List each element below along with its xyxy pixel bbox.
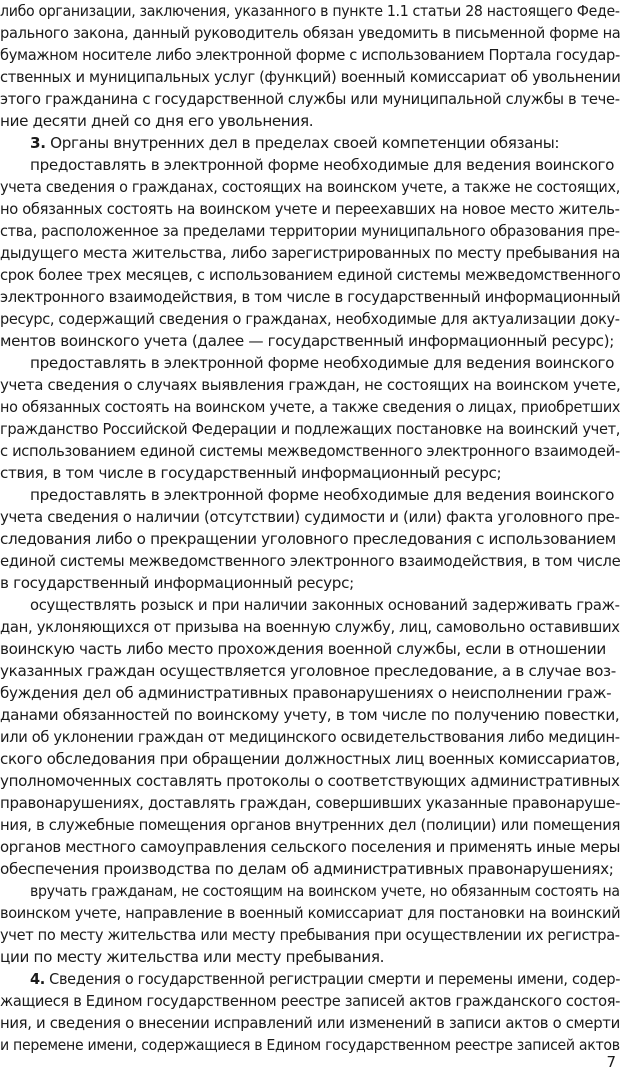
text-line xyxy=(0,374,620,396)
line-text: ствия, в том числе в государственный информационный ресурс; xyxy=(0,464,502,482)
page-number: 7 xyxy=(606,1053,616,1071)
text-line xyxy=(0,308,620,330)
line-text: ния, и сведения о внесении исправлений или изменений в записи актов о смерти xyxy=(0,1014,620,1032)
text-line xyxy=(0,748,618,770)
line-text: учета сведения о наличии (отсутствии) судимости и (или) факта уголовного пре- xyxy=(0,508,620,526)
line-text: учет по месту жительства или месту пребывания при осуществлении их регистра- xyxy=(0,926,620,944)
text-line xyxy=(0,946,620,968)
text-line xyxy=(0,198,620,220)
section-number: 3. xyxy=(30,134,46,152)
text-line xyxy=(30,968,620,990)
line-text: ственных и муниципальных услуг (функций) военный комиссариат об увольнении xyxy=(0,68,620,86)
text-line xyxy=(0,814,620,836)
text-line xyxy=(0,110,620,132)
line-text: в государственный информационный ресурс; xyxy=(0,574,354,592)
text-line xyxy=(0,990,620,1012)
line-text: бумажном носителе либо электронной форме с использованием Портала государ- xyxy=(0,46,620,64)
text-line xyxy=(30,132,620,154)
line-text: ментов воинского учета (далее — государственный информационный ресурс); xyxy=(0,332,614,350)
line-text: предоставлять в электронной форме необходимые для ведения воинского xyxy=(30,354,615,372)
text-line xyxy=(0,1034,620,1056)
line-text: учета сведения о случаях выявления граждан, не состоящих на воинском учете, xyxy=(0,376,620,394)
line-text: уполномоченных составлять протоколы о соответствующих административных xyxy=(0,772,620,790)
text-line xyxy=(0,924,620,946)
text-line xyxy=(0,286,620,308)
line-text: указанных граждан осуществляется уголовное преследование, а в случае воз- xyxy=(0,662,616,680)
line-text: обеспечения производства по делам об административных правонарушениях; xyxy=(0,860,614,878)
line-text: жащиеся в Едином государственном реестре записей актов гражданского состоя- xyxy=(0,992,620,1010)
line-text: воинском учете, направление в военный комиссариат для постановки на воинский xyxy=(0,904,620,922)
text-line xyxy=(0,726,620,748)
text-line xyxy=(0,176,620,198)
text-line xyxy=(0,836,620,858)
text-line xyxy=(0,242,620,264)
text-line xyxy=(0,506,620,528)
line-text: срок более трех месяцев, с использованием единой системы межведомственного xyxy=(0,266,620,284)
line-text: осуществлять розыск и при наличии законных оснований задерживать граж- xyxy=(30,596,620,614)
line-text: Сведения о государственной регистрации смерти и перемены имени, содер- xyxy=(44,970,620,988)
text-line xyxy=(0,682,620,704)
line-text: органов местного самоуправления сельского поселения и применять иные меры xyxy=(0,838,620,856)
text-line xyxy=(0,44,620,66)
text-line xyxy=(0,440,620,462)
text-line xyxy=(0,770,620,792)
text-line xyxy=(0,638,620,660)
line-text: воинскую часть либо место прохождения военной службы, если в отношении xyxy=(0,640,606,658)
text-line xyxy=(30,154,620,176)
text-line xyxy=(0,858,620,880)
text-line xyxy=(0,902,620,924)
line-text: данами обязанностей по воинскому учету, в том числе по получению повестки, xyxy=(0,706,620,724)
line-text: с использованием единой системы межведомственного электронного взаимодей- xyxy=(0,442,620,460)
line-text: но обязанных состоять на воинском учете, а также сведения о лицах, приобретших xyxy=(0,398,620,416)
line-text: буждения дел об административных правонарушениях о неисполнении граж- xyxy=(0,684,612,702)
text-line xyxy=(0,330,620,352)
line-text: ского обследования при обращении должностных лиц военных комиссариатов, xyxy=(0,750,620,768)
line-text: или об уклонении граждан от медицинского освидетельствования либо медицин- xyxy=(0,728,620,746)
line-text: и перемене имени, содержащиеся в Едином государственном реестре записей актов xyxy=(0,1036,620,1054)
text-line xyxy=(0,616,620,638)
line-text: ресурс, содержащий сведения о гражданах, необходимые для актуализации доку- xyxy=(0,310,620,328)
text-line xyxy=(30,594,620,616)
text-line xyxy=(0,792,620,814)
line-text: но обязанных состоять на воинском учете и переехавших на новое место житель- xyxy=(0,200,620,218)
line-text: рального закона, данный руководитель обязан уведомить в письменной форме на xyxy=(0,24,620,42)
text-line xyxy=(30,880,620,902)
text-line xyxy=(0,660,620,682)
line-text: предоставлять в электронной форме необходимые для ведения воинского xyxy=(30,156,615,174)
line-text: электронного взаимодействия, в том числе в государственный информационный xyxy=(0,288,620,306)
text-line xyxy=(0,0,620,22)
line-text: ние десяти дней со дня его увольнения. xyxy=(0,112,314,130)
line-text: дыдущего места жительства, либо зарегистрированных по месту пребывания на xyxy=(0,244,620,262)
text-line xyxy=(0,88,620,110)
text-line xyxy=(0,396,620,418)
line-text: правонарушениях, доставлять граждан, совершивших указанные правонаруше- xyxy=(0,794,620,812)
line-text: следования либо о прекращении уголовного преследования с использованием xyxy=(0,530,616,548)
text-line xyxy=(0,572,620,594)
text-line xyxy=(0,418,620,440)
line-text: учета сведения о гражданах, состоящих на воинском учете, а также не состоящих, xyxy=(0,178,620,196)
text-line xyxy=(0,704,620,726)
text-line xyxy=(30,352,620,374)
line-text: этого гражданина с государственной службы или муниципальной службы в тече- xyxy=(0,90,620,108)
line-text: ства, расположенное за пределами территории муниципального образования пре- xyxy=(0,222,620,240)
section-number: 4. xyxy=(30,970,45,988)
line-text: дан, уклоняющихся от призыва на военную службу, лиц, самовольно оставивших xyxy=(0,618,620,636)
line-text: ния, в служебные помещения органов внутренних дел (полиции) или помещения xyxy=(0,816,620,834)
text-line xyxy=(0,264,620,286)
line-text: единой системы межведомственного электронного взаимодействия, в том числе xyxy=(0,552,620,570)
line-text: Органы внутренних дел в пределах своей компетенции обязаны: xyxy=(45,134,560,152)
line-text: вручать гражданам, не состоящим на воинском учете, но обязанным состоять на xyxy=(30,882,620,900)
text-line xyxy=(30,484,620,506)
text-line xyxy=(0,22,620,44)
text-line xyxy=(0,462,620,484)
line-text: либо организации, заключения, указанного в пункте 1.1 статьи 28 настоящего Феде- xyxy=(0,2,620,20)
line-text: предоставлять в электронной форме необходимые для ведения воинского xyxy=(30,486,615,504)
line-text: гражданство Российской Федерации и подлежащих постановке на воинский учет, xyxy=(0,420,620,438)
text-line xyxy=(0,220,620,242)
text-line xyxy=(0,528,620,550)
text-line xyxy=(0,66,620,88)
text-line xyxy=(0,550,620,572)
text-line xyxy=(0,1012,620,1034)
line-text: ции по месту жительства или месту пребывания. xyxy=(0,948,385,966)
